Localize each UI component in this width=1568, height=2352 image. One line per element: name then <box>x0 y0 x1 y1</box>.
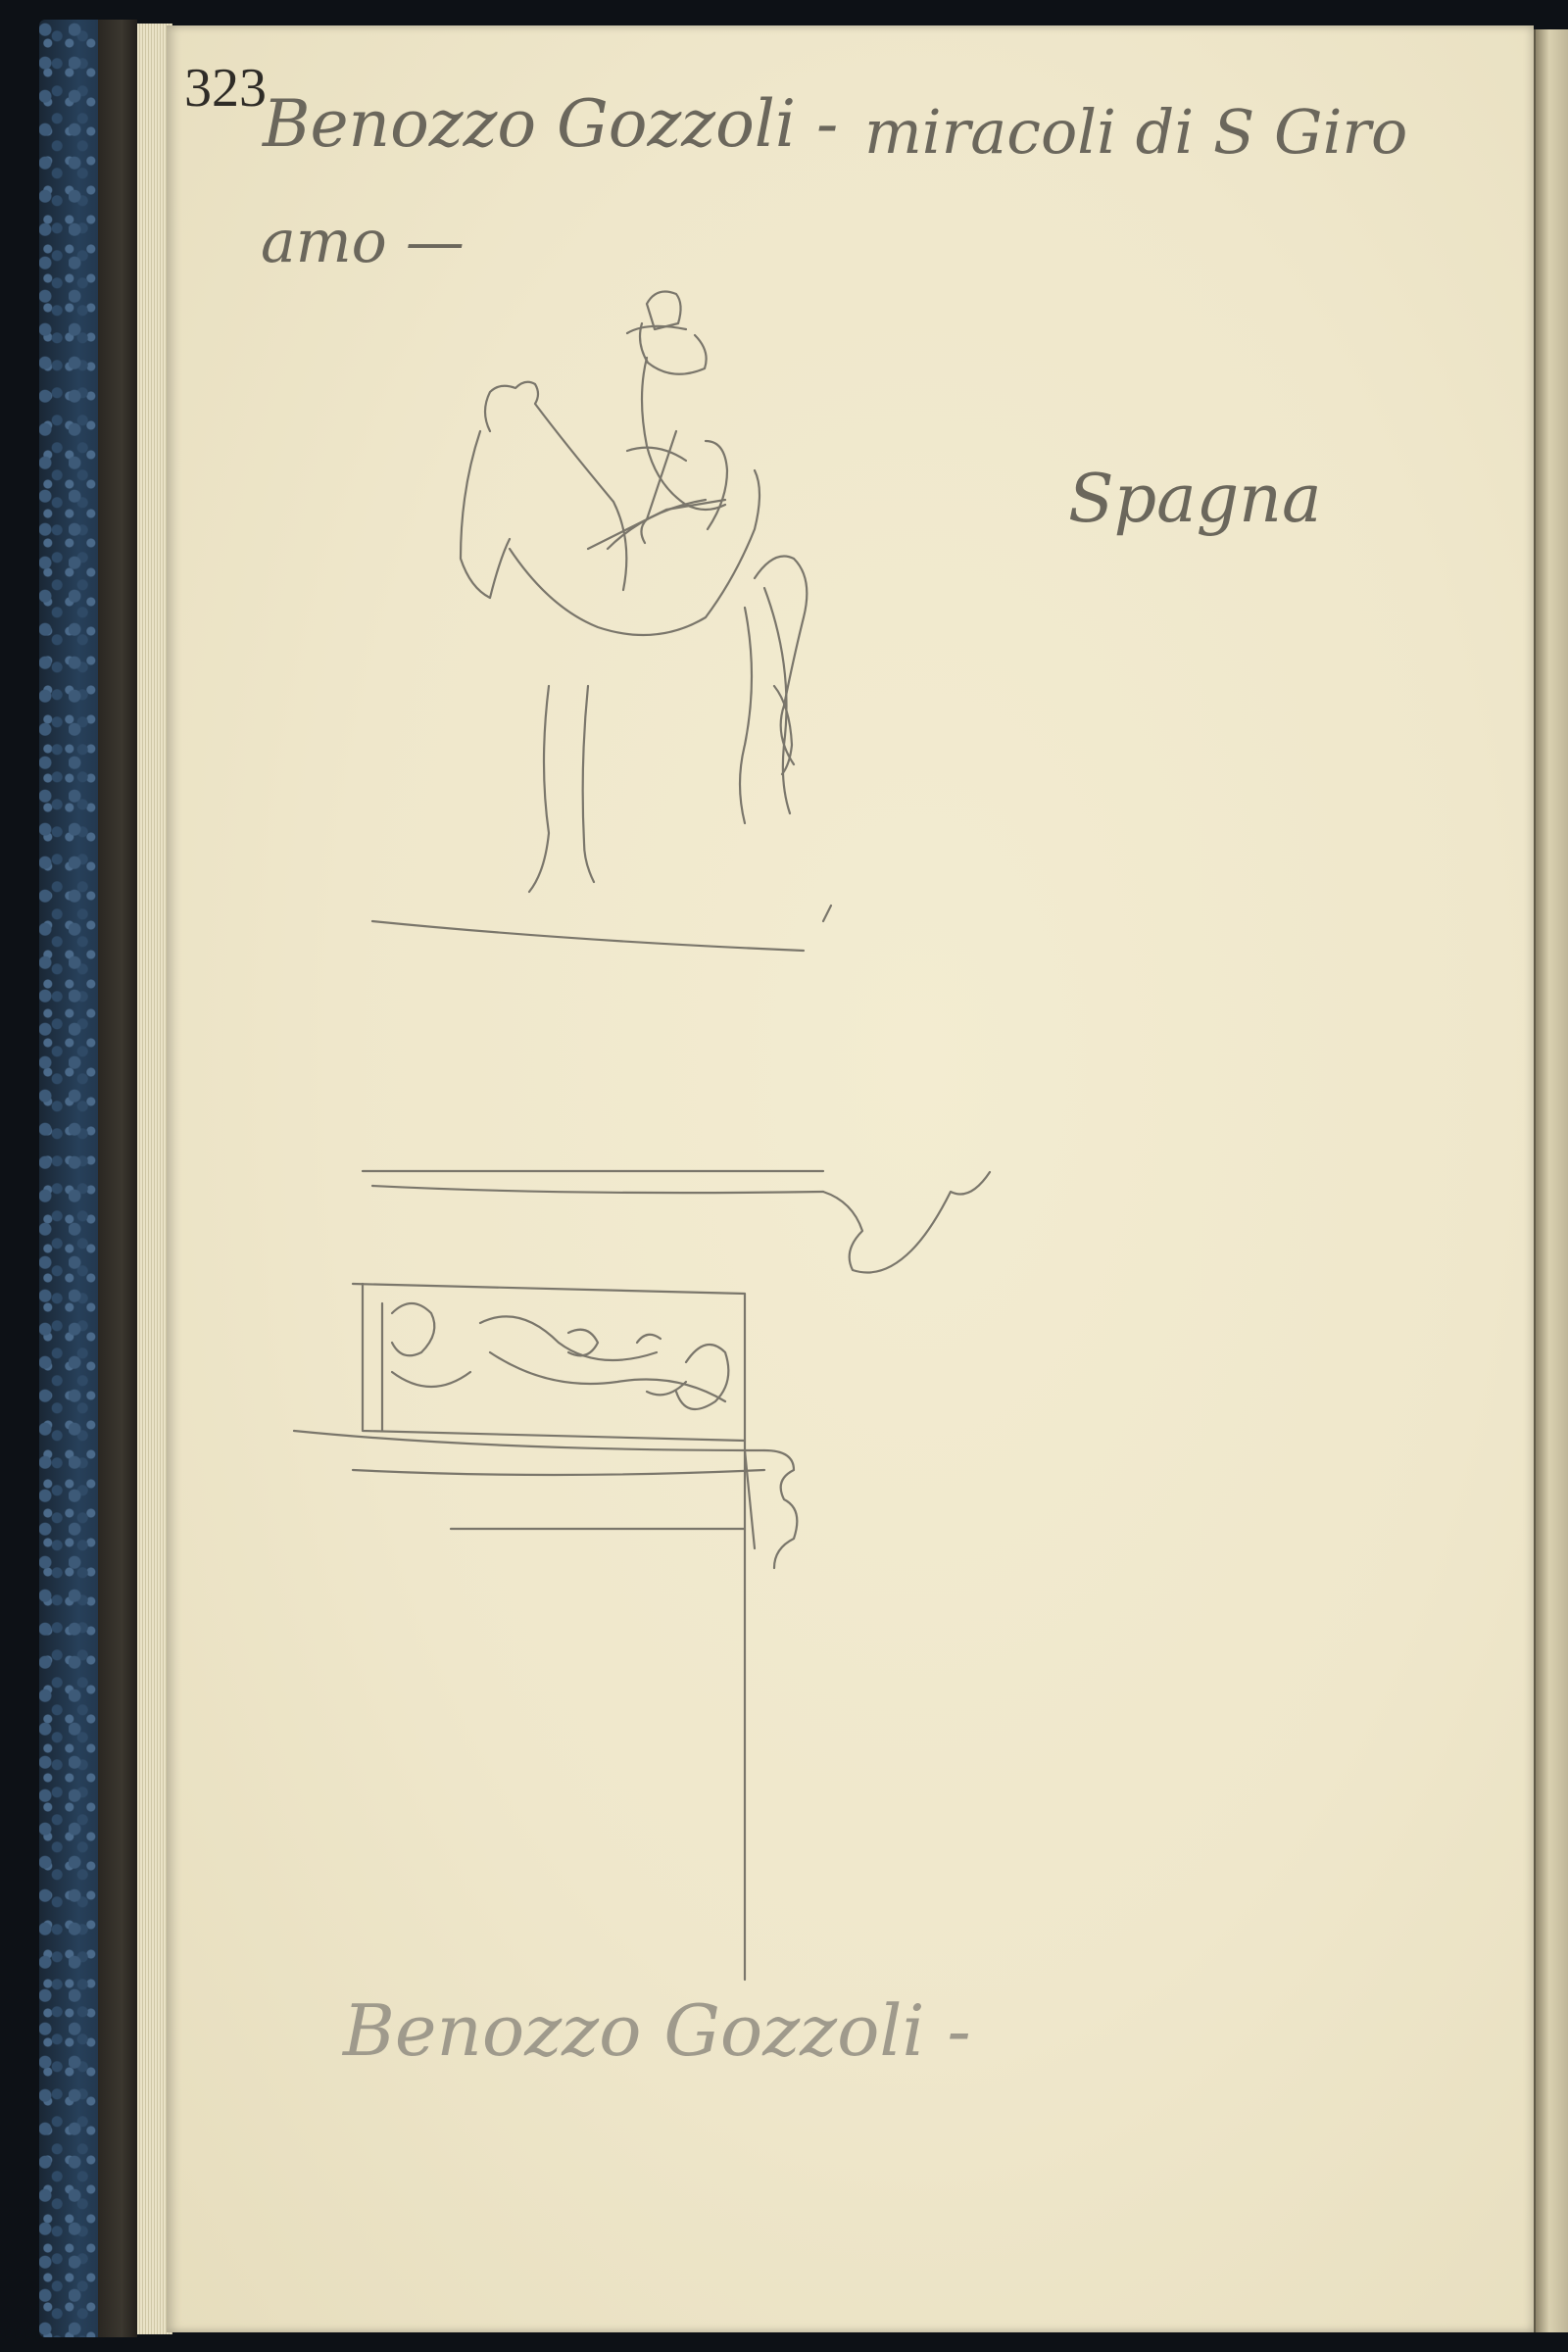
heading-continuation: amo — <box>261 208 465 276</box>
heading-subject: miracoli di S Giro <box>864 96 1408 168</box>
cornice-sketch <box>294 1171 990 1980</box>
bottom-note: Benozzo Gozzoli - <box>343 1989 971 2072</box>
side-note: Spagna <box>1068 461 1322 538</box>
horse-and-rider-sketch <box>372 292 831 951</box>
heading-artist-name: Benozzo Gozzoli - <box>263 86 839 162</box>
page-number: 323 <box>184 58 267 119</box>
